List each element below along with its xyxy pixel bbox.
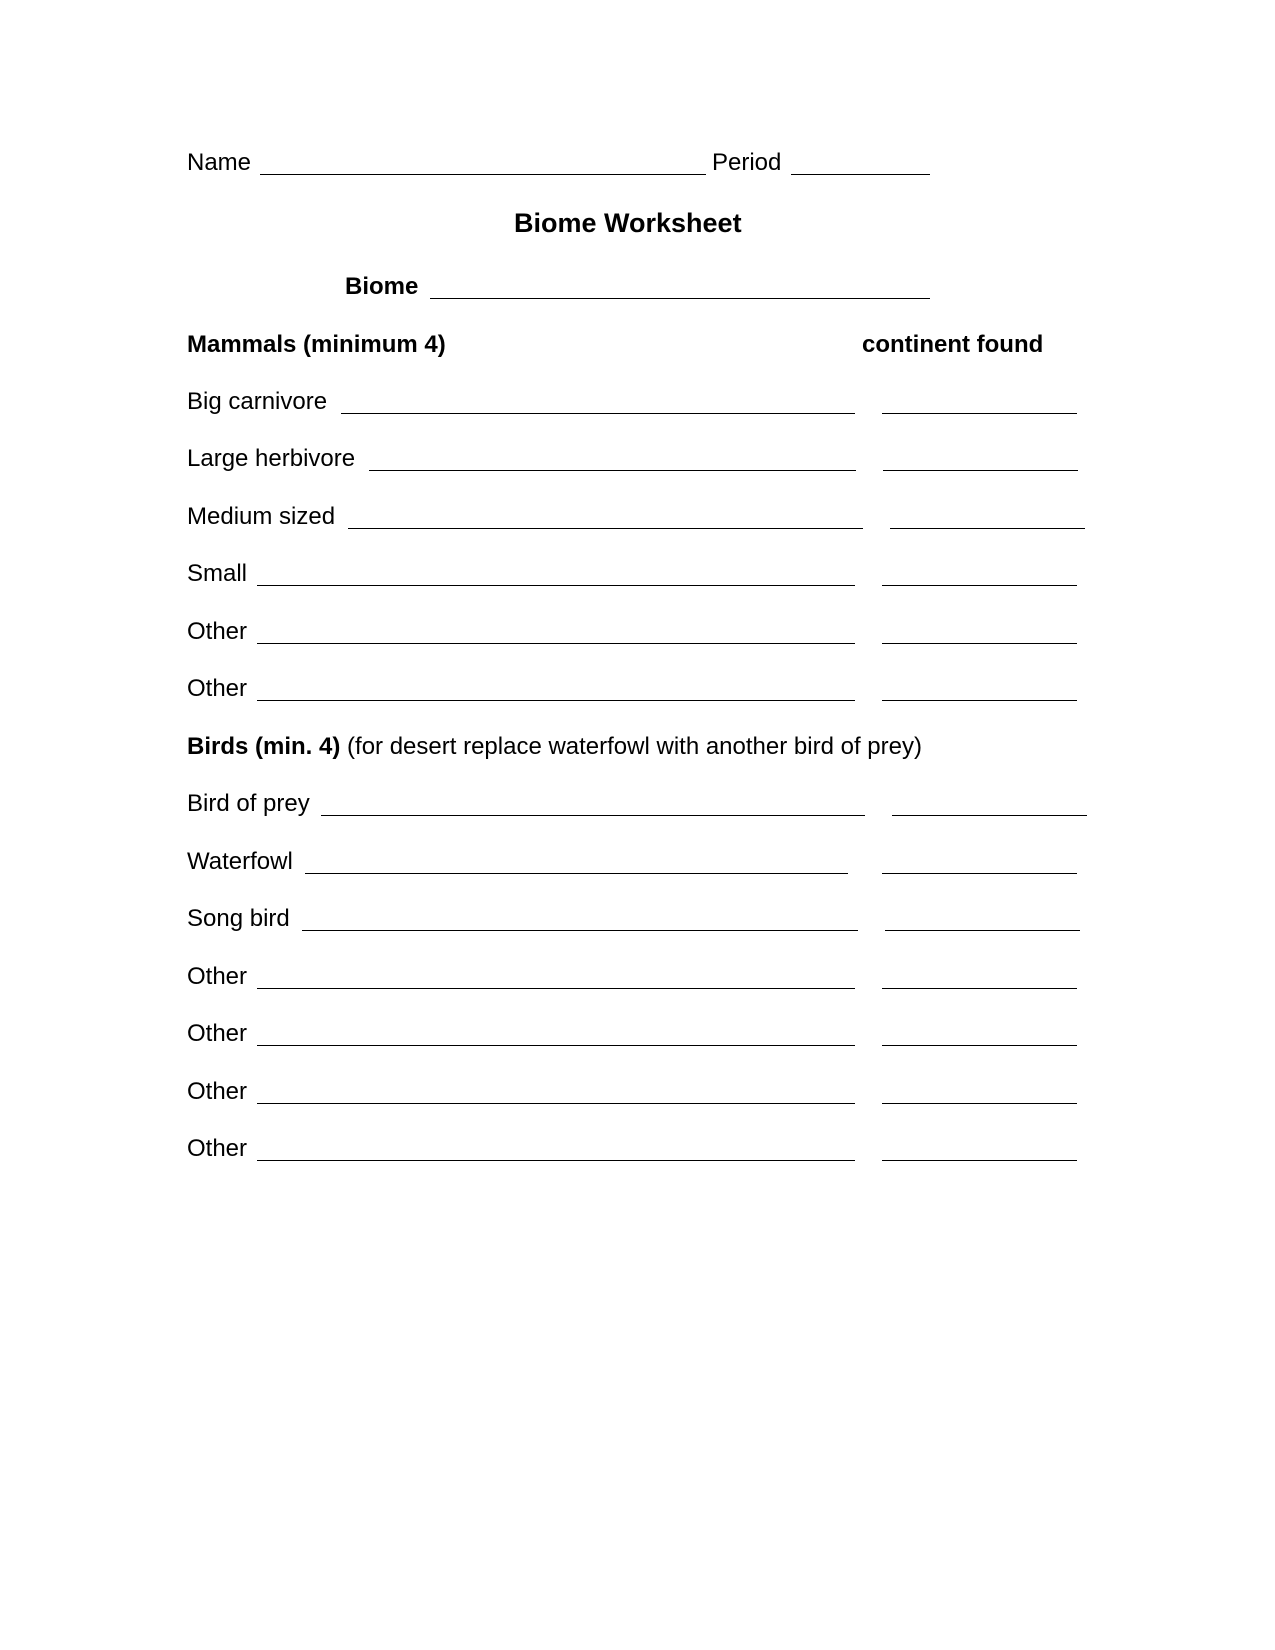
bird-row-label: Other [187,1020,248,1047]
mammal-answer-field[interactable] [257,643,855,644]
name-label: Name [187,149,252,176]
bird-continent-field[interactable] [882,988,1077,989]
name-field[interactable] [260,174,706,175]
mammal-answer-field[interactable] [257,585,855,586]
bird-row-label: Song bird [187,905,290,932]
bird-continent-field[interactable] [885,930,1080,931]
mammal-answer-field[interactable] [369,470,856,471]
birds-heading-note: (for desert replace waterfowl with another bird of prey) [347,733,922,760]
bird-row-label: Waterfowl [187,848,293,875]
biome-label: Biome [345,273,419,300]
bird-continent-field[interactable] [892,815,1087,816]
bird-answer-field[interactable] [257,1160,855,1161]
bird-answer-field[interactable] [305,873,848,874]
continent-heading: continent found [862,331,1044,358]
biome-field[interactable] [430,298,930,299]
mammal-row-label: Medium sized [187,503,336,530]
page-title: Biome Worksheet [514,208,742,238]
mammal-continent-field[interactable] [882,700,1077,701]
period-label: Period [712,149,782,176]
mammal-answer-field[interactable] [257,700,855,701]
bird-answer-field[interactable] [257,988,855,989]
bird-answer-field[interactable] [257,1045,855,1046]
birds-heading [187,733,922,761]
birds-heading-bold: Birds (min. 4) [187,733,341,760]
period-field[interactable] [791,174,930,175]
mammal-answer-field[interactable] [341,413,855,414]
mammal-continent-field[interactable] [883,470,1078,471]
bird-continent-field[interactable] [882,1103,1077,1104]
bird-continent-field[interactable] [882,1160,1077,1161]
bird-continent-field[interactable] [882,1045,1077,1046]
mammal-continent-field[interactable] [890,528,1085,529]
mammal-row-label: Other [187,675,248,702]
mammal-row-label: Other [187,618,248,645]
mammal-row-label: Small [187,560,248,587]
mammal-continent-field[interactable] [882,413,1077,414]
mammal-continent-field[interactable] [882,585,1077,586]
mammal-row-label: Large herbivore [187,445,356,472]
bird-answer-field[interactable] [321,815,865,816]
bird-row-label: Other [187,963,248,990]
mammal-continent-field[interactable] [882,643,1077,644]
bird-row-label: Bird of prey [187,790,310,817]
mammal-row-label: Big carnivore [187,388,328,415]
mammals-heading: Mammals (minimum 4) [187,331,446,358]
bird-continent-field[interactable] [882,873,1077,874]
mammal-answer-field[interactable] [348,528,863,529]
bird-answer-field[interactable] [302,930,858,931]
bird-row-label: Other [187,1135,248,1162]
bird-row-label: Other [187,1078,248,1105]
bird-answer-field[interactable] [257,1103,855,1104]
